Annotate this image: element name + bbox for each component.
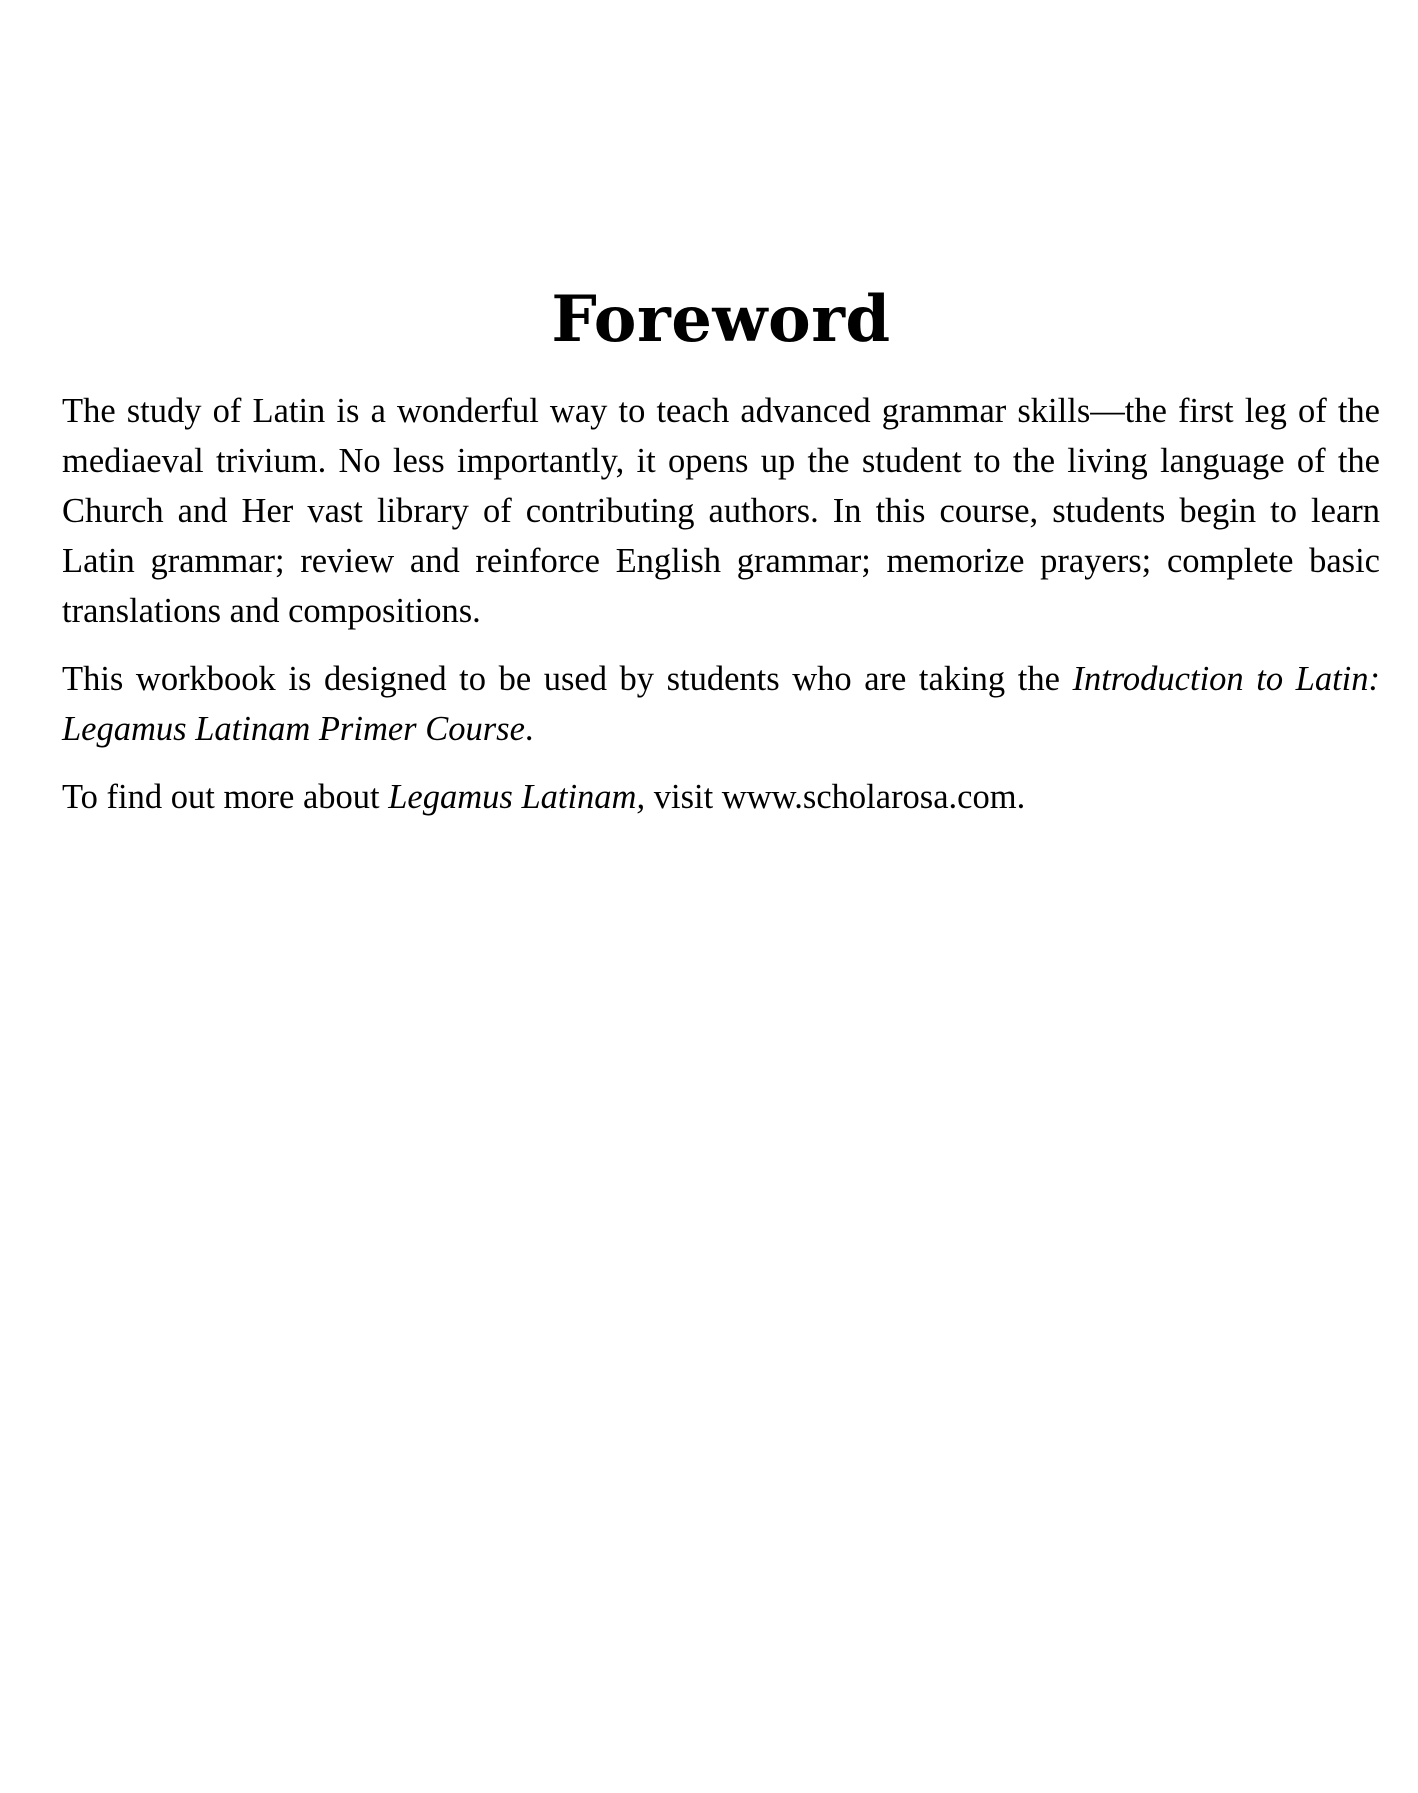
paragraph-intro: The study of Latin is a wonderful way to teach advanced grammar skills—the first leg of the mediaeval trivium. No less importantly, it opens up the student to the living language of the Church and Her vast library of contributing authors. In this course, students begin to learn Latin grammar; review and reinforce English grammar; memorize prayers; complete basic translations and compositions. xyxy=(62,392,1380,630)
paragraph-more-info xyxy=(62,772,1380,822)
course-title: Introduction to Latin: Legamus Latinam Primer Course xyxy=(62,660,1380,748)
paragraph-more-info-text: To find out more about xyxy=(62,778,389,816)
document-page xyxy=(62,0,1380,822)
website-link[interactable]: www.scholarosa.com xyxy=(721,778,1017,816)
paragraph-workbook-text: This workbook is designed to be used by students who are taking the xyxy=(62,660,1073,698)
series-title: Legamus Latinam, xyxy=(388,778,646,816)
paragraph-workbook xyxy=(62,654,1380,754)
paragraph-workbook-end: . xyxy=(524,710,534,748)
paragraph-more-info-middle: visit xyxy=(645,778,722,816)
page-title: Foreword xyxy=(551,282,891,357)
paragraph-more-info-end: . xyxy=(1016,778,1026,816)
